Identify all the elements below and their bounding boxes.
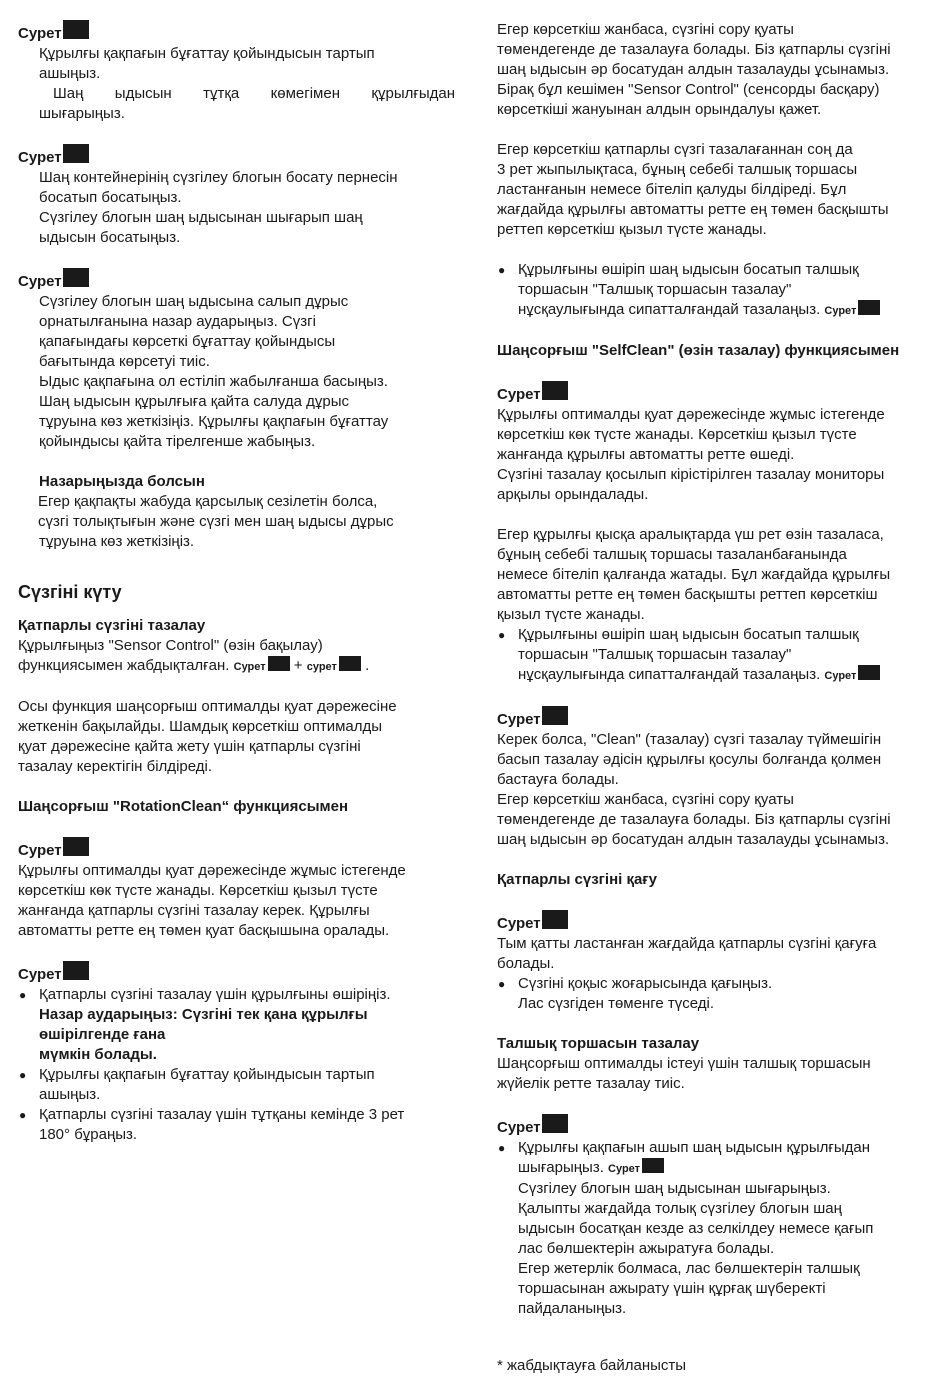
text-line: Осы функция шаңсорғыш оптималды қуат дәрежесіне bbox=[18, 698, 397, 715]
text-line-with-figure bbox=[518, 665, 931, 686]
text-line: ыдысын босатыңыз. bbox=[39, 229, 181, 246]
text-line: Керек болса, "Clean" (тазалау) сүзгі тазалау түймешігін bbox=[497, 731, 882, 748]
subsection-title: Шаңсорғыш "SelfClean" (өзін тазалау) функциясымен bbox=[497, 342, 900, 359]
figure-label bbox=[497, 1114, 931, 1138]
figure-image-placeholder bbox=[339, 656, 361, 671]
figure-image-placeholder bbox=[858, 300, 880, 315]
figure-image-placeholder bbox=[63, 961, 89, 980]
text-line: Қалыпты жағдайда толық сүзгілеу блогын шаң bbox=[518, 1200, 842, 1217]
text-line: жанғанда қатпарлы сүзгіні тазалау керек. Құрылғы bbox=[18, 902, 370, 919]
subsection-title: Талшық торшасын тазалау bbox=[497, 1035, 700, 1052]
text-line: Бірақ бұл кешімен "Sensor Control" (сенсорды басқару) bbox=[497, 81, 880, 98]
text-line: торшасын "Талшық торшасын тазалау" bbox=[518, 646, 792, 663]
bullet-item bbox=[497, 1138, 931, 1319]
figure-label bbox=[18, 20, 455, 44]
figure-word: Сурет bbox=[18, 25, 62, 42]
text-line: тұруына көз жеткізіңіз. bbox=[39, 533, 195, 550]
text-line: ● Қатпарлы сүзгіні тазалау үшін құрылғыны өшіріңіз. bbox=[39, 986, 391, 1003]
bullet-item bbox=[18, 1065, 455, 1105]
step-text bbox=[18, 168, 455, 248]
text-line: Сүзгілеу блогын шаң ыдысынан шығарыңыз. bbox=[518, 1180, 831, 1197]
text-line: Шаңсорғыш оптималды істеуі үшін талшық торшасын bbox=[497, 1055, 871, 1072]
section-heading: Сүзгіні күту bbox=[18, 582, 122, 602]
text-line: реттеп көрсеткіш қызыл түсте жанады. bbox=[497, 221, 767, 238]
figure-label bbox=[497, 706, 931, 730]
right-column bbox=[497, 20, 931, 1319]
text-line: Шаң ыдысын тұтқа көмегімен құрылғыдан bbox=[53, 85, 455, 102]
text-line: ыдысын босатқан кезде аз селкілдеу немесе қағып bbox=[518, 1220, 874, 1237]
figure-image-placeholder bbox=[63, 144, 89, 163]
text-line: төмендегенде де тазалауға болады. Біз қатпарлы сүзгіні bbox=[497, 41, 891, 58]
text-line: босатып босатыңыз. bbox=[39, 189, 182, 206]
subsection-title: Қатпарлы сүзгіні тазалау bbox=[18, 617, 206, 634]
text-line: қызыл түсте жанады. bbox=[497, 606, 645, 623]
bullet-item bbox=[18, 985, 455, 1065]
text-line: Егер көрсеткіш қатпарлы сүзгі тазалағаннан соң да bbox=[497, 141, 853, 158]
text-line: Ыдыс қақпағына ол естіліп жабылғанша басыңыз. bbox=[39, 373, 388, 390]
text-line: ● Құрылғы қақпағын бұғаттау қойындысын тартып bbox=[39, 1066, 375, 1083]
text-line: Егер жетерлік болмаса, лас бөлшектерін талшық bbox=[518, 1260, 860, 1277]
text-line: 180° бұраңыз. bbox=[39, 1126, 138, 1143]
text-line-with-figure bbox=[518, 1158, 931, 1179]
text-line: автоматты ретте ең төмен қуат басқышына оралады. bbox=[18, 922, 390, 939]
figure-label bbox=[18, 837, 455, 861]
text-line: сүзгі толықтығын және сүзгі мен шаң ыдысы дұрыс bbox=[38, 513, 394, 530]
text-line: Лас сүзгіден төменге түседі. bbox=[518, 995, 715, 1012]
figure-image-placeholder bbox=[63, 268, 89, 287]
text-line: жағдайда құрылғы автоматты ретте ең төмен басқышты bbox=[497, 201, 889, 218]
text-line: арқылы орындалады. bbox=[497, 486, 649, 503]
figure-label bbox=[18, 144, 455, 168]
paragraph bbox=[497, 140, 931, 240]
figure-label bbox=[18, 268, 455, 292]
text-line: болады. bbox=[497, 955, 555, 972]
figure-image-placeholder bbox=[542, 381, 568, 400]
text-line: ашыңыз. bbox=[39, 65, 101, 82]
text-line: немесе бітеліп қалғанда жатады. Бұл жағдайда құрылғы bbox=[497, 566, 891, 583]
figure-word: сурет bbox=[306, 661, 337, 673]
text-line: торшасынан ажырату үшін құрғақ шүберекті bbox=[518, 1280, 826, 1297]
text-line: қойындысы қайта тірелгенше жабыңыз. bbox=[39, 433, 316, 450]
figure-label bbox=[497, 910, 931, 934]
text-line: жанғанда құрылғы автоматты ретте өшеді. bbox=[497, 446, 795, 463]
text-line: ластанғанын немесе бітеліп қалуды білдіреді. Бұл bbox=[497, 181, 847, 198]
text-line: бұның себебі талшық торшасы тазаланбағанында bbox=[497, 546, 847, 563]
text-line: ● Сүзгіні қоқыс жоғарысында қағыңыз. bbox=[518, 975, 773, 992]
figure-word: Сурет bbox=[824, 305, 857, 317]
bullet-item bbox=[497, 625, 931, 686]
text-line: өшірілгенде ғана bbox=[39, 1026, 166, 1043]
text-line: Құрылғы қақпағын бұғаттау қойындысын тартып bbox=[39, 45, 375, 62]
text-line: Егер қақпақты жабуда қарсылық сезілетін болса, bbox=[38, 493, 378, 510]
text-line: ● Құрылғы қақпағын ашып шаң ыдысын құрылғыдан bbox=[518, 1139, 871, 1156]
figure-image-placeholder bbox=[542, 1114, 568, 1133]
text-line: көрсеткіші жануынан алдын орындалуы қажет. bbox=[497, 101, 822, 118]
left-column bbox=[18, 20, 455, 1145]
text-line: Егер көрсеткіш жанбаса, сүзгіні сору қуаты bbox=[497, 21, 794, 38]
bullet-item bbox=[497, 260, 931, 321]
text-line: Құрылғыңыз "Sensor Control" (өзін бақылау) bbox=[18, 637, 323, 654]
text-line-with-figures bbox=[18, 656, 455, 677]
text-span: нұсқаулығында сипатталғандай тазалаңыз. bbox=[518, 666, 821, 683]
figure-image-placeholder bbox=[542, 910, 568, 929]
paragraph bbox=[18, 861, 455, 941]
paragraph bbox=[497, 525, 931, 625]
text-line: шаң ыдысын әр босатудан алдын тазалауды ұсынамыз. bbox=[497, 61, 890, 78]
text-line: бастауға болады. bbox=[497, 771, 619, 788]
text-line: Құрылғы оптималды қуат дәрежесінде жұмыс істегенде bbox=[497, 406, 885, 423]
text-line: лас бөлшектерін ажыратуға болады. bbox=[518, 1240, 775, 1257]
text-span: функциясымен жабдықталған. bbox=[18, 657, 230, 674]
text-line: басып тазалау әдісін құрылғы қосулы болғанда қолмен bbox=[497, 751, 882, 768]
figure-word: Сурет bbox=[497, 711, 541, 728]
text-line: мүмкін болады. bbox=[39, 1046, 157, 1063]
text-line: ● Құрылғыны өшіріп шаң ыдысын босатып талшық bbox=[518, 261, 859, 278]
figure-word: Сурет bbox=[497, 1119, 541, 1136]
paragraph bbox=[497, 730, 931, 850]
paragraph bbox=[497, 1054, 931, 1094]
text-line: Тым қатты ластанған жағдайда қатпарлы сүзгіні қағуға bbox=[497, 935, 877, 952]
paragraph bbox=[497, 20, 931, 120]
text-line: шаң ыдысын әр босатудан алдын тазалауды ұсынамыз. bbox=[497, 831, 890, 848]
figure-word: Сурет bbox=[497, 386, 541, 403]
footnote: * жабдықтауға байланысты bbox=[497, 1357, 687, 1374]
text-line: көрсеткіш көк түсте жанады. Көрсеткіш қызыл түсте bbox=[18, 882, 378, 899]
text-line: Сүзгілеу блогын шаң ыдысына салып дұрыс bbox=[39, 293, 349, 310]
subsection-title: Қатпарлы сүзгіні қағу bbox=[497, 871, 657, 888]
figure-image-placeholder bbox=[858, 665, 880, 680]
text-line: орнатылғанына назар аударыңыз. Сүзгі bbox=[39, 313, 316, 330]
text-line: бағытында көрсетуі тиіс. bbox=[39, 353, 210, 370]
figure-label bbox=[18, 961, 455, 985]
text-line: автоматты ретте ең төмен басқышты реттеп көрсеткіш bbox=[497, 586, 878, 603]
text-line: төмендегенде де тазалауға болады. Біз қатпарлы сүзгіні bbox=[497, 811, 891, 828]
text-span: нұсқаулығында сипатталғандай тазалаңыз. bbox=[518, 301, 821, 318]
figure-word: Сурет bbox=[497, 915, 541, 932]
text-line: торшасын "Талшық торшасын тазалау" bbox=[518, 281, 792, 298]
figure-word: Сурет bbox=[18, 149, 62, 166]
text-line: ● Қатпарлы сүзгіні тазалау үшін тұтқаны кемінде 3 рет bbox=[39, 1106, 405, 1123]
figure-label bbox=[497, 381, 931, 405]
plus-sign: + bbox=[293, 657, 303, 674]
step-text bbox=[18, 292, 455, 452]
text-line: қуат дәрежесіне қайта жету үшін қатпарлы сүзгіні bbox=[18, 738, 361, 755]
text-line: көрсеткіш көк түсте жанады. Көрсеткіш қызыл түсте bbox=[497, 426, 857, 443]
figure-image-placeholder bbox=[63, 20, 89, 39]
figure-word: Сурет bbox=[824, 670, 857, 682]
note-text bbox=[18, 492, 455, 552]
text-line: тұруына көз жеткізіңіз. Құрылғы қақпағын бұғаттау bbox=[39, 413, 389, 430]
text-line-with-figure bbox=[518, 300, 931, 321]
text-line: жүйелік ретте тазалау тиіс. bbox=[497, 1075, 685, 1092]
text-line: Шаң ыдысын құрылғыға қайта салуда дұрыс bbox=[39, 393, 349, 410]
step-text bbox=[18, 44, 455, 124]
text-line: жеткенін бақылайды. Шамдық көрсеткіш оптималды bbox=[18, 718, 383, 735]
figure-image-placeholder bbox=[268, 656, 290, 671]
period: . bbox=[365, 657, 370, 674]
figure-word: Сурет bbox=[18, 273, 62, 290]
figure-word: Сурет bbox=[608, 1163, 641, 1175]
figure-word: Сурет bbox=[18, 966, 62, 983]
bullet-item bbox=[18, 1105, 455, 1145]
figure-word: Сурет bbox=[233, 661, 266, 673]
text-line: ашыңыз. bbox=[39, 1086, 101, 1103]
text-line: қапағындағы көрсеткі бұғаттау қойындысы bbox=[39, 333, 336, 350]
text-line: шығарыңыз. bbox=[39, 105, 125, 122]
note-title: Назарыңызда болсын bbox=[39, 473, 205, 490]
text-line: Егер құрылғы қысқа аралықтарда үш рет өзін тазаласа, bbox=[497, 526, 884, 543]
text-line: тазалау керектігін білдіреді. bbox=[18, 758, 213, 775]
text-line: Назар аударыңыз: Сүзгіні тек қана құрылғы bbox=[39, 1006, 368, 1023]
text-line: Егер көрсеткіш жанбаса, сүзгіні сору қуаты bbox=[497, 791, 794, 808]
bullet-item bbox=[497, 974, 931, 1014]
figure-image-placeholder bbox=[642, 1158, 664, 1173]
paragraph bbox=[18, 697, 455, 777]
paragraph bbox=[497, 934, 931, 974]
text-line: Сүзгіні тазалау қосылып кірістірілген тазалау мониторы bbox=[497, 466, 885, 483]
figure-word: Сурет bbox=[18, 842, 62, 859]
text-span: шығарыңыз. bbox=[518, 1159, 604, 1176]
text-line: ● Құрылғыны өшіріп шаң ыдысын босатып талшық bbox=[518, 626, 859, 643]
subsection-title: Шаңсорғыш "RotationClean“ функциясымен bbox=[18, 798, 348, 815]
paragraph bbox=[497, 405, 931, 505]
text-line: Құрылғы оптималды қуат дәрежесінде жұмыс істегенде bbox=[18, 862, 406, 879]
text-line: 3 рет жыпылықтаса, бұның себебі талшық торшасы bbox=[497, 161, 858, 178]
text-line: Сүзгілеу блогын шаң ыдысынан шығарып шаң bbox=[39, 209, 363, 226]
figure-image-placeholder bbox=[542, 706, 568, 725]
figure-image-placeholder bbox=[63, 837, 89, 856]
text-line: пайдаланыңыз. bbox=[518, 1300, 627, 1317]
text-line: Шаң контейнерінің сүзгілеу блогын босату пернесін bbox=[39, 169, 398, 186]
